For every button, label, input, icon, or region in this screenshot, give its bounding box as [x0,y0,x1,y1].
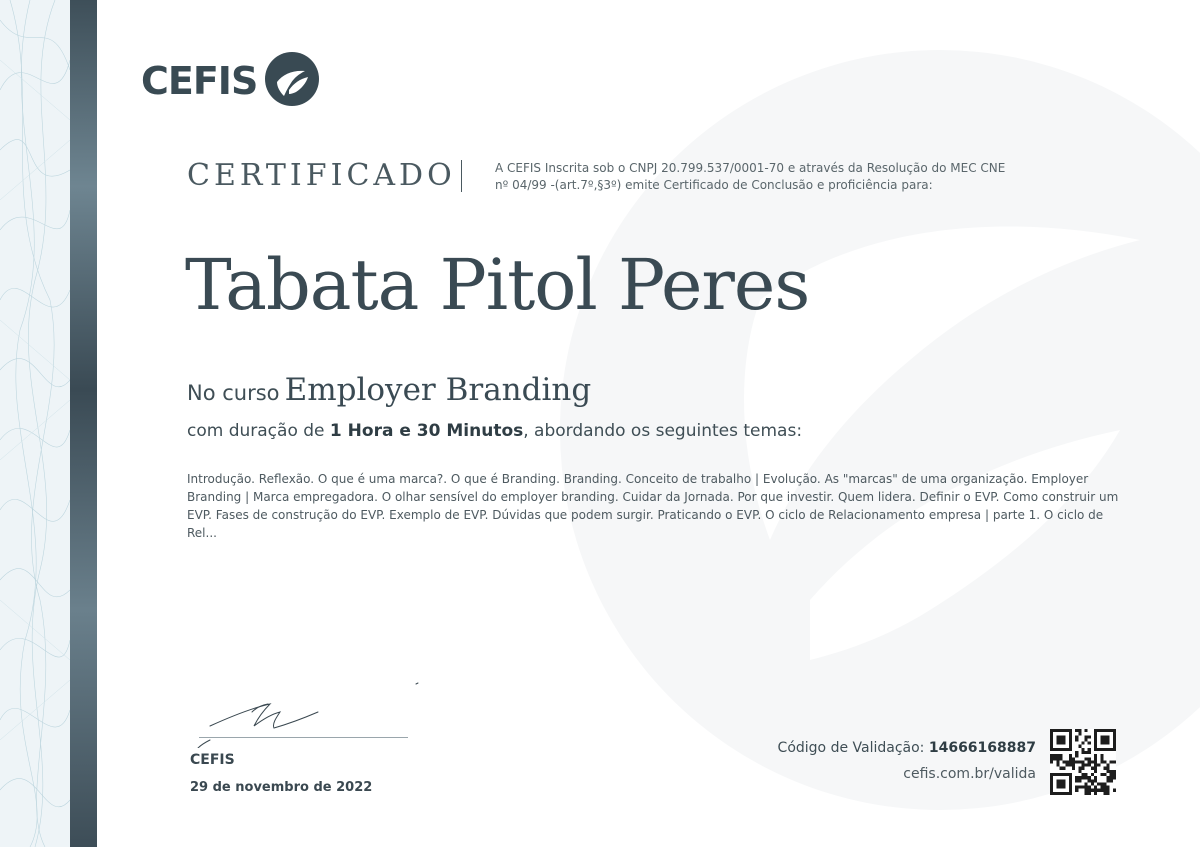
validation-block [778,740,1036,782]
course-topics: Introdução. Reflexão. O que é uma marca?. O que é Branding. Branding. Conceito de trabalho | Evolução. As "marcas" de uma organização. Employer Branding | Marca empregadora. O olhar sensível do employer branding. Cuidar da Jornada. Por que investir. Quem lidera. Definir o EVP. Como construir um EVP. Fases de construção do EVP. Exemplo de EVP. Dúvidas que podem surgir. Praticando o EVP. O ciclo de Relacionamento empresa | parte 1. O ciclo de Rel... [187,472,1119,540]
signer-name: CEFIS [190,752,235,768]
duration-prefix: com duração de [187,421,325,441]
decorative-pattern [0,0,70,847]
course-prefix: No curso [187,381,280,405]
issue-date: 29 de novembro de 2022 [190,780,373,795]
recipient-name: Tabata Pitol Peres [185,244,810,326]
duration-value: 1 Hora e 30 Minutos [329,421,524,441]
certificate-title: CERTIFICADO [187,158,456,193]
course-line [187,372,591,408]
validation-label: Código de Validação: [777,740,925,756]
validation-url[interactable]: cefis.com.br/valida [903,766,1036,782]
validation-row [778,740,1036,756]
course-name: Employer Branding [284,372,592,408]
course-duration-line [187,421,802,441]
cefis-logo [141,52,319,110]
side-bar [70,0,97,847]
title-divider [461,160,462,192]
logo-text: CEFIS [141,59,258,103]
signature-line [199,737,408,738]
signature-icon [192,678,432,752]
duration-suffix: , abordando os seguintes temas: [523,421,803,441]
issuer-statement: A CEFIS Inscrita sob o CNPJ 20.799.537/0001-70 e através da Resolução do MEC CNE nº 04/99 -(art.7º,§3º) emite Certificado de Conclusão e proficiência para: [495,161,1006,192]
cefis-logo-icon [265,52,319,110]
qr-code-icon[interactable] [1050,729,1116,795]
validation-code: 14666168887 [928,740,1036,756]
